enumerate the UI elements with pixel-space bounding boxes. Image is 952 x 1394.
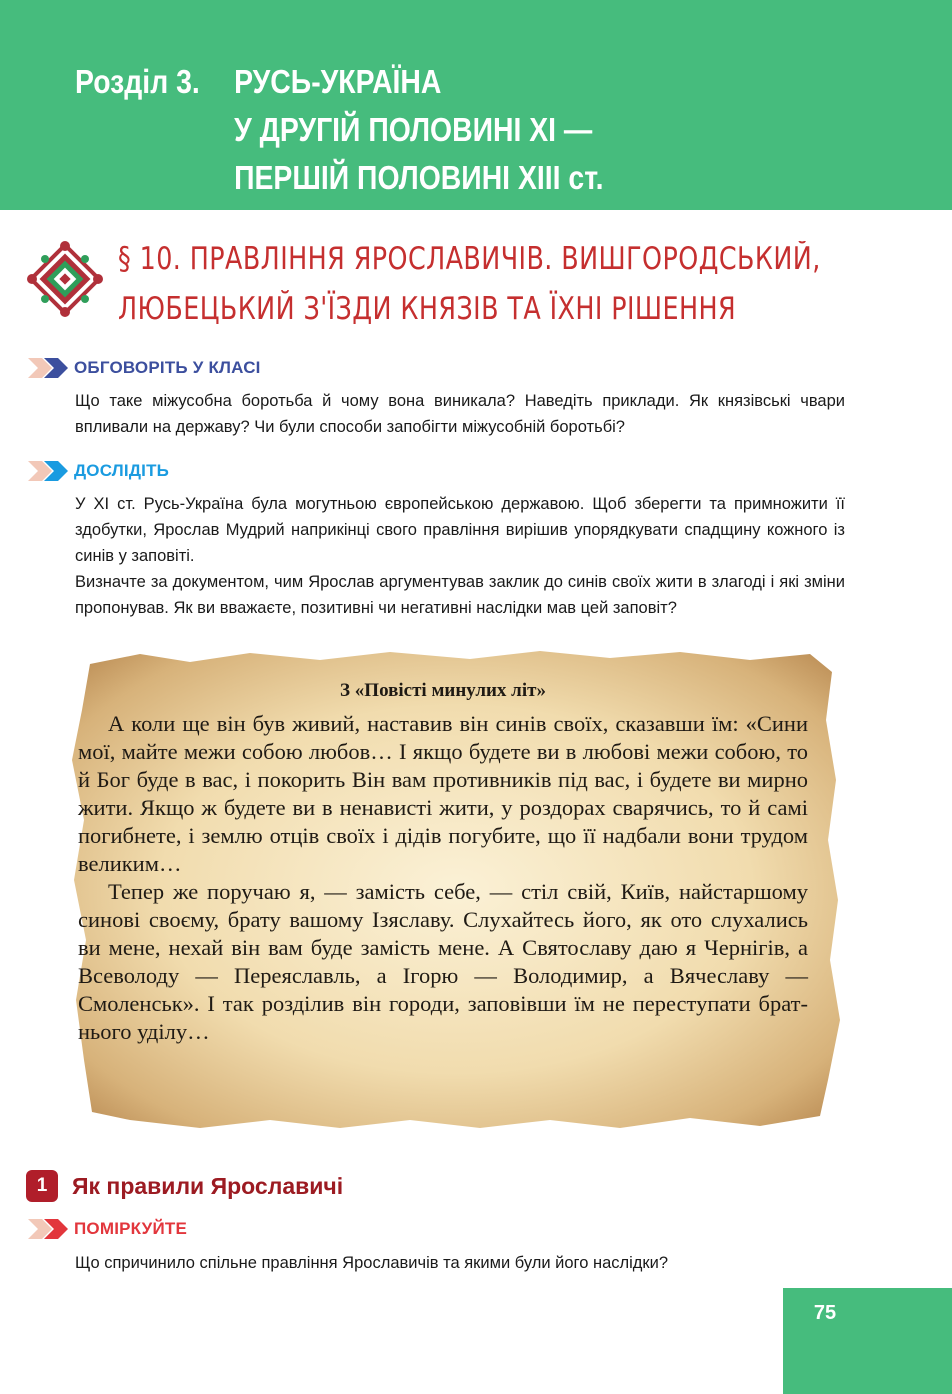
think-text [75, 1250, 845, 1276]
subsection-title: Як правили Ярославичі [72, 1172, 344, 1199]
discuss-heading-label: ОБГОВОРІТЬ У КЛАСІ [74, 358, 261, 377]
chevron-right-icon [28, 461, 72, 481]
chapter-banner [0, 0, 952, 210]
page-number-tab [783, 1288, 952, 1394]
chapter-title [75, 58, 604, 202]
document-title: З «Повісті минулих літ» [340, 680, 546, 701]
chapter-title-line1: РУСЬ-УКРАЇНА [234, 63, 442, 100]
chevron-right-icon [28, 1219, 72, 1239]
chapter-title-line3: ПЕРШІЙ ПОЛОВИНІ XIII ст. [234, 159, 604, 196]
discuss-heading [28, 356, 261, 380]
document-quote [78, 676, 808, 1046]
subsection-number-badge: 1 [26, 1170, 58, 1202]
research-text [75, 491, 845, 621]
research-paragraph-2: Визначте за документом, чим Ярослав аргументував заклик до синів своїх жити в злагоді і які зміни пропонував. Як ви вважаєте, позитивні чи негативні наслідки мав цей заповіт? [75, 573, 845, 617]
subsection-heading [26, 1170, 343, 1202]
document-paragraph-1: А коли ще він був живий, наставив він синів своїх, сказавши їм: «Сини мої, майте межи собою любов… І якщо будете ви в любові межи собою, то й Бог буде в вас, і покорить Він вам противників під вас, і будете ви мирно жити. Якщо ж будете ви в ненависті жити, у роздорах сварячись, то й самі погибнете, і землю отців своїх і дідів погубите, що її надбали вони трудом великим… [78, 711, 808, 876]
section-title-line2: ЛЮБЕЦЬКИЙ З'ЇЗДИ КНЯЗІВ ТА ЇХНІ РІШЕННЯ [118, 291, 737, 327]
page-number: 75 [813, 1302, 837, 1324]
chapter-title-line2: У ДРУГІЙ ПОЛОВИНІ XI — [234, 111, 593, 148]
research-paragraph-1: У XI ст. Русь-Україна була могутньою європейською державою. Щоб зберегти та примножити її здобутки, Ярослав Мудрий наприкінці свого правління вирішив упорядкувати спадщину кожного із синів у заповіті. [75, 495, 845, 565]
chevron-right-icon [28, 358, 72, 378]
research-heading-label: ДОСЛІДІТЬ [74, 461, 170, 480]
ornament-icon [26, 240, 104, 318]
research-heading [28, 459, 169, 483]
chapter-label: Розділ 3. [75, 63, 200, 100]
section-title-line1: § 10. ПРАВЛІННЯ ЯРОСЛАВИЧІВ. ВИШГОРОДСЬКИЙ, [118, 241, 821, 277]
discuss-paragraph: Що таке міжусобна боротьба й чому вона виникала? Наведіть приклади. Як князівські чвари впливали на державу? Чи були способи запобігти міжусобній боротьбі? [75, 392, 845, 436]
think-heading [28, 1217, 187, 1241]
think-heading-label: ПОМІРКУЙТЕ [74, 1219, 187, 1238]
discuss-text [75, 388, 845, 440]
think-paragraph: Що спричинило спільне правління Ярославичів та якими були його наслідки? [75, 1254, 669, 1272]
document-paragraph-2: Тепер же поручаю я, — замість себе, — стіл свій, Київ, найстаршому синові своєму, брату вашому Ізяславу. Слухайтесь його, як ото слухались ви мене, нехай він вам буде замість мене. А Святославу даю я Чернігів, а Всеволоду — Переяславль, а Ігорю — Володимир, а Вячеславу — Смоленськ». І так розділив він городи, заповівши їм не переступати братнього уділу… [78, 879, 808, 1044]
section-title [118, 234, 821, 334]
